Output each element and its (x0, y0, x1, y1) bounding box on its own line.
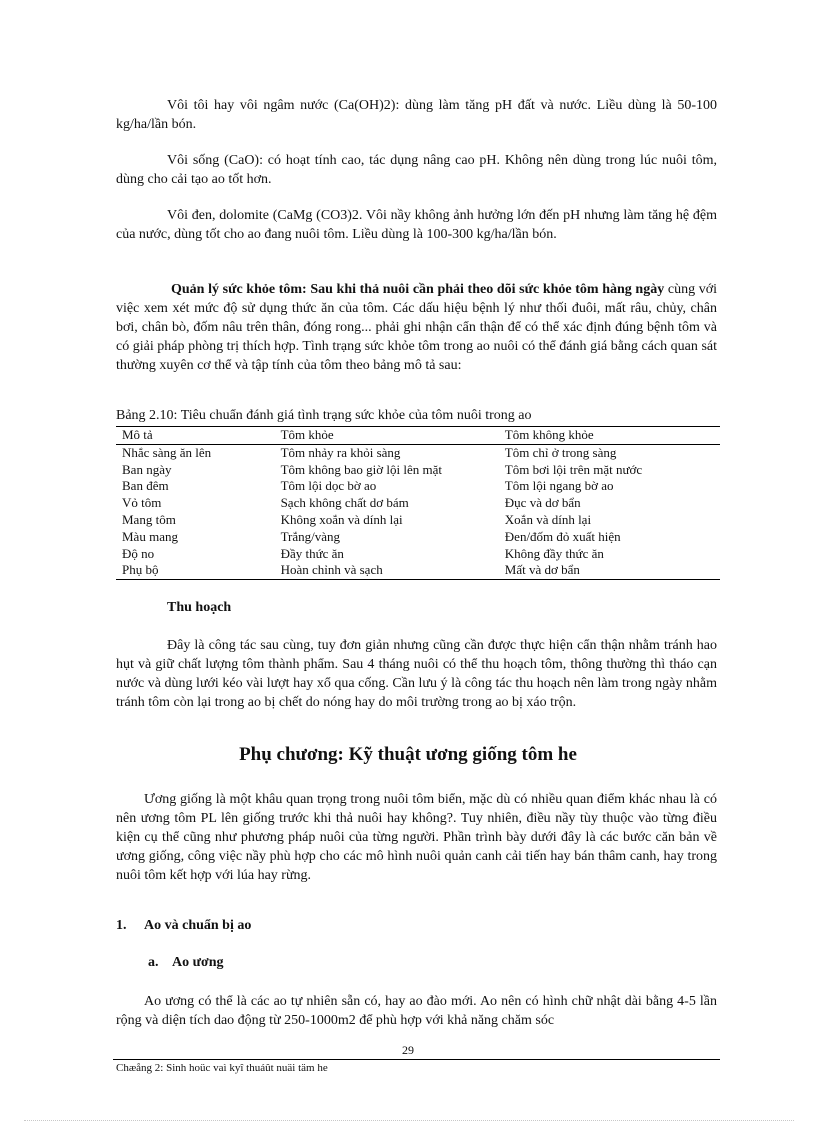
page-number: 29 (402, 1043, 414, 1057)
table-cell: Phụ bộ (116, 562, 275, 579)
table-row (116, 444, 720, 461)
paragraph-voi-song: Vôi sống (CaO): có hoạt tính cao, tác dụng nâng cao pH. Không nên dùng trong lúc nuôi tôm, dùng cho cải tạo ao tốt hơn. (116, 153, 717, 187)
table-cell: Tôm nhảy ra khỏi sàng (280, 444, 401, 460)
table-cell: Mất và dơ bẩn (499, 562, 720, 579)
section-title: Ao và chuẩn bị ao (144, 918, 252, 933)
table-row (116, 562, 720, 579)
table-row (116, 495, 720, 512)
table-caption: Bảng 2.10: Tiêu chuẩn đánh giá tình trạng sức khỏe của tôm nuôi trong ao (116, 408, 532, 423)
paragraph-uong-giong: Ương giống là một khâu quan trọng trong nuôi tôm biển, mặc dù có nhiều quan điểm khác nhau là có nên ương tôm PL lên giống trước khi thả nuôi hay không?. Tuy nhiên, điều nầy tùy thuộc vào từng điều kiện cụ thể cũng như phương pháp nuôi của từng người. Phần trình bày dưới đây là các bước căn bản về ương giống, công việc nầy phù hợp cho các mô hình nuôi quản canh cải tiến hay bán thâm canh, hay trong nuôi tôm kết hợp với lúa hay rừng. (116, 792, 717, 883)
table-cell: Không đầy thức ăn (504, 545, 604, 561)
table-cell: Đen/đốm đỏ xuất hiện (504, 528, 621, 544)
table-header-cell: Tôm khỏe (275, 427, 499, 445)
subsection-letter: a. (148, 955, 159, 970)
table-header-row (116, 427, 720, 445)
table-cell: Nhắc sàng ăn lên (122, 444, 212, 460)
table-cell: Trắng/vàng (280, 528, 341, 544)
table-cell: Vỏ tôm (122, 495, 162, 511)
table-row (116, 546, 720, 563)
table-header-cell: Mô tả (116, 427, 275, 445)
table-row (116, 529, 720, 546)
appendix-heading: Phụ chương: Kỹ thuật ương giống tôm he (239, 744, 577, 765)
subsection-heading-a (148, 955, 224, 971)
table-cell: Tôm không bao giờ lội lên mặt (280, 461, 442, 477)
paragraph-thu-hoach: Đây là công tác sau cùng, tuy đơn giản nhưng cũng cần được thực hiện cẩn thận nhằm tránh hao hụt và giữ chất lượng tôm thành phẩm. Sau 4 tháng nuôi có thể thu hoạch tôm, thông thường thì tháo cạn nước và dùng lưới kéo vài lượt hay xổ qua cống. Cần lưu ý là công tác thu hoạch nên làm trong ngày nhằm tránh tôm còn lại trong ao bị chết do nóng hay do môi trường trong ao bị xáo trộn. (116, 638, 717, 710)
table-cell: Mang tôm (122, 511, 176, 527)
table-cell: Hoàn chỉnh và sạch (275, 562, 499, 579)
table-row (116, 512, 720, 529)
section-heading-1 (116, 918, 251, 934)
paragraph-voi-den: Vôi đen, dolomite (CaMg (CO3)2. Vôi nầy không ảnh hưởng lớn đến pH nhưng làm tăng hệ đệm của nước, dùng tốt cho ao đang nuôi tôm. Liều dùng là 100-300 kg/ha/lần bón. (116, 208, 717, 242)
table-cell: Tôm bơi lội trên mặt nước (504, 461, 643, 477)
paragraph-quan-ly-suc-khoe-body: cùng với việc xem xét mức độ sử dụng thức ăn của tôm. Các dấu hiệu bệnh lý như thối đuôi, mất râu, chủy, chân bơi, chân bò, đốm nâu trên thân, đóng rong... phải ghi nhận cẩn thận để có thể xác định đúng bệnh tôm và có giải pháp phòng trị thích hợp. Tình trạng sức khỏe tôm trong ao nuôi có thể đánh giá bằng cách quan sát thường xuyên cơ thể và tập tính của tôm theo bảng mô tả sau: (116, 282, 717, 373)
table-cell: Tôm chỉ ở trong sàng (504, 444, 617, 460)
footer-chapter-text: Chæång 2: Sinh hoüc vaì kyî thuáût nuäi täm he (116, 1062, 328, 1074)
table-row (116, 478, 720, 495)
paragraph-ao-uong: Ao ương có thể là các ao tự nhiên sẵn có, hay ao đào mới. Ao nên có hình chữ nhật dài bằng 4-5 lần rộng và diện tích dao động từ 250-1000m2 để phù hợp với khả năng chăm sóc (116, 994, 717, 1028)
table-cell: Đầy thức ăn (280, 545, 344, 561)
paragraph-quan-ly-suc-khoe-lead: Quản lý sức khỏe tôm: Sau khi thả nuôi cần phải theo dõi sức khỏe tôm hàng ngày (171, 282, 665, 297)
table-cell: Đục và dơ bẩn (504, 495, 581, 511)
health-table (116, 426, 720, 580)
footer-divider (113, 1059, 720, 1060)
page-bottom-border (24, 1120, 794, 1121)
heading-thu-hoach: Thu hoạch (167, 600, 232, 615)
table-cell: Màu mang (122, 528, 178, 544)
table-cell: Ban đêm (122, 478, 169, 494)
table-cell: Xoắn và dính lại (504, 511, 592, 527)
paragraph-quan-ly-suc-khoe (116, 280, 717, 375)
table-row (116, 462, 720, 479)
table-cell: Ban ngày (122, 461, 172, 477)
table-cell: Độ no (122, 545, 155, 561)
section-number: 1. (116, 918, 127, 933)
table-cell: Không xoắn và dính lại (280, 511, 403, 527)
table-cell: Sạch không chất dơ bám (280, 495, 409, 511)
subsection-title: Ao ương (172, 955, 224, 970)
paragraph-voi-toi: Vôi tôi hay vôi ngâm nước (Ca(OH)2): dùng làm tăng pH đất và nước. Liều dùng là 50-100 kg/ha/lần bón. (116, 98, 717, 132)
table-cell: Tôm lội dọc bờ ao (280, 478, 377, 494)
table-header-cell: Tôm không khỏe (499, 427, 720, 445)
table-cell: Tôm lội ngang bờ ao (504, 478, 614, 494)
